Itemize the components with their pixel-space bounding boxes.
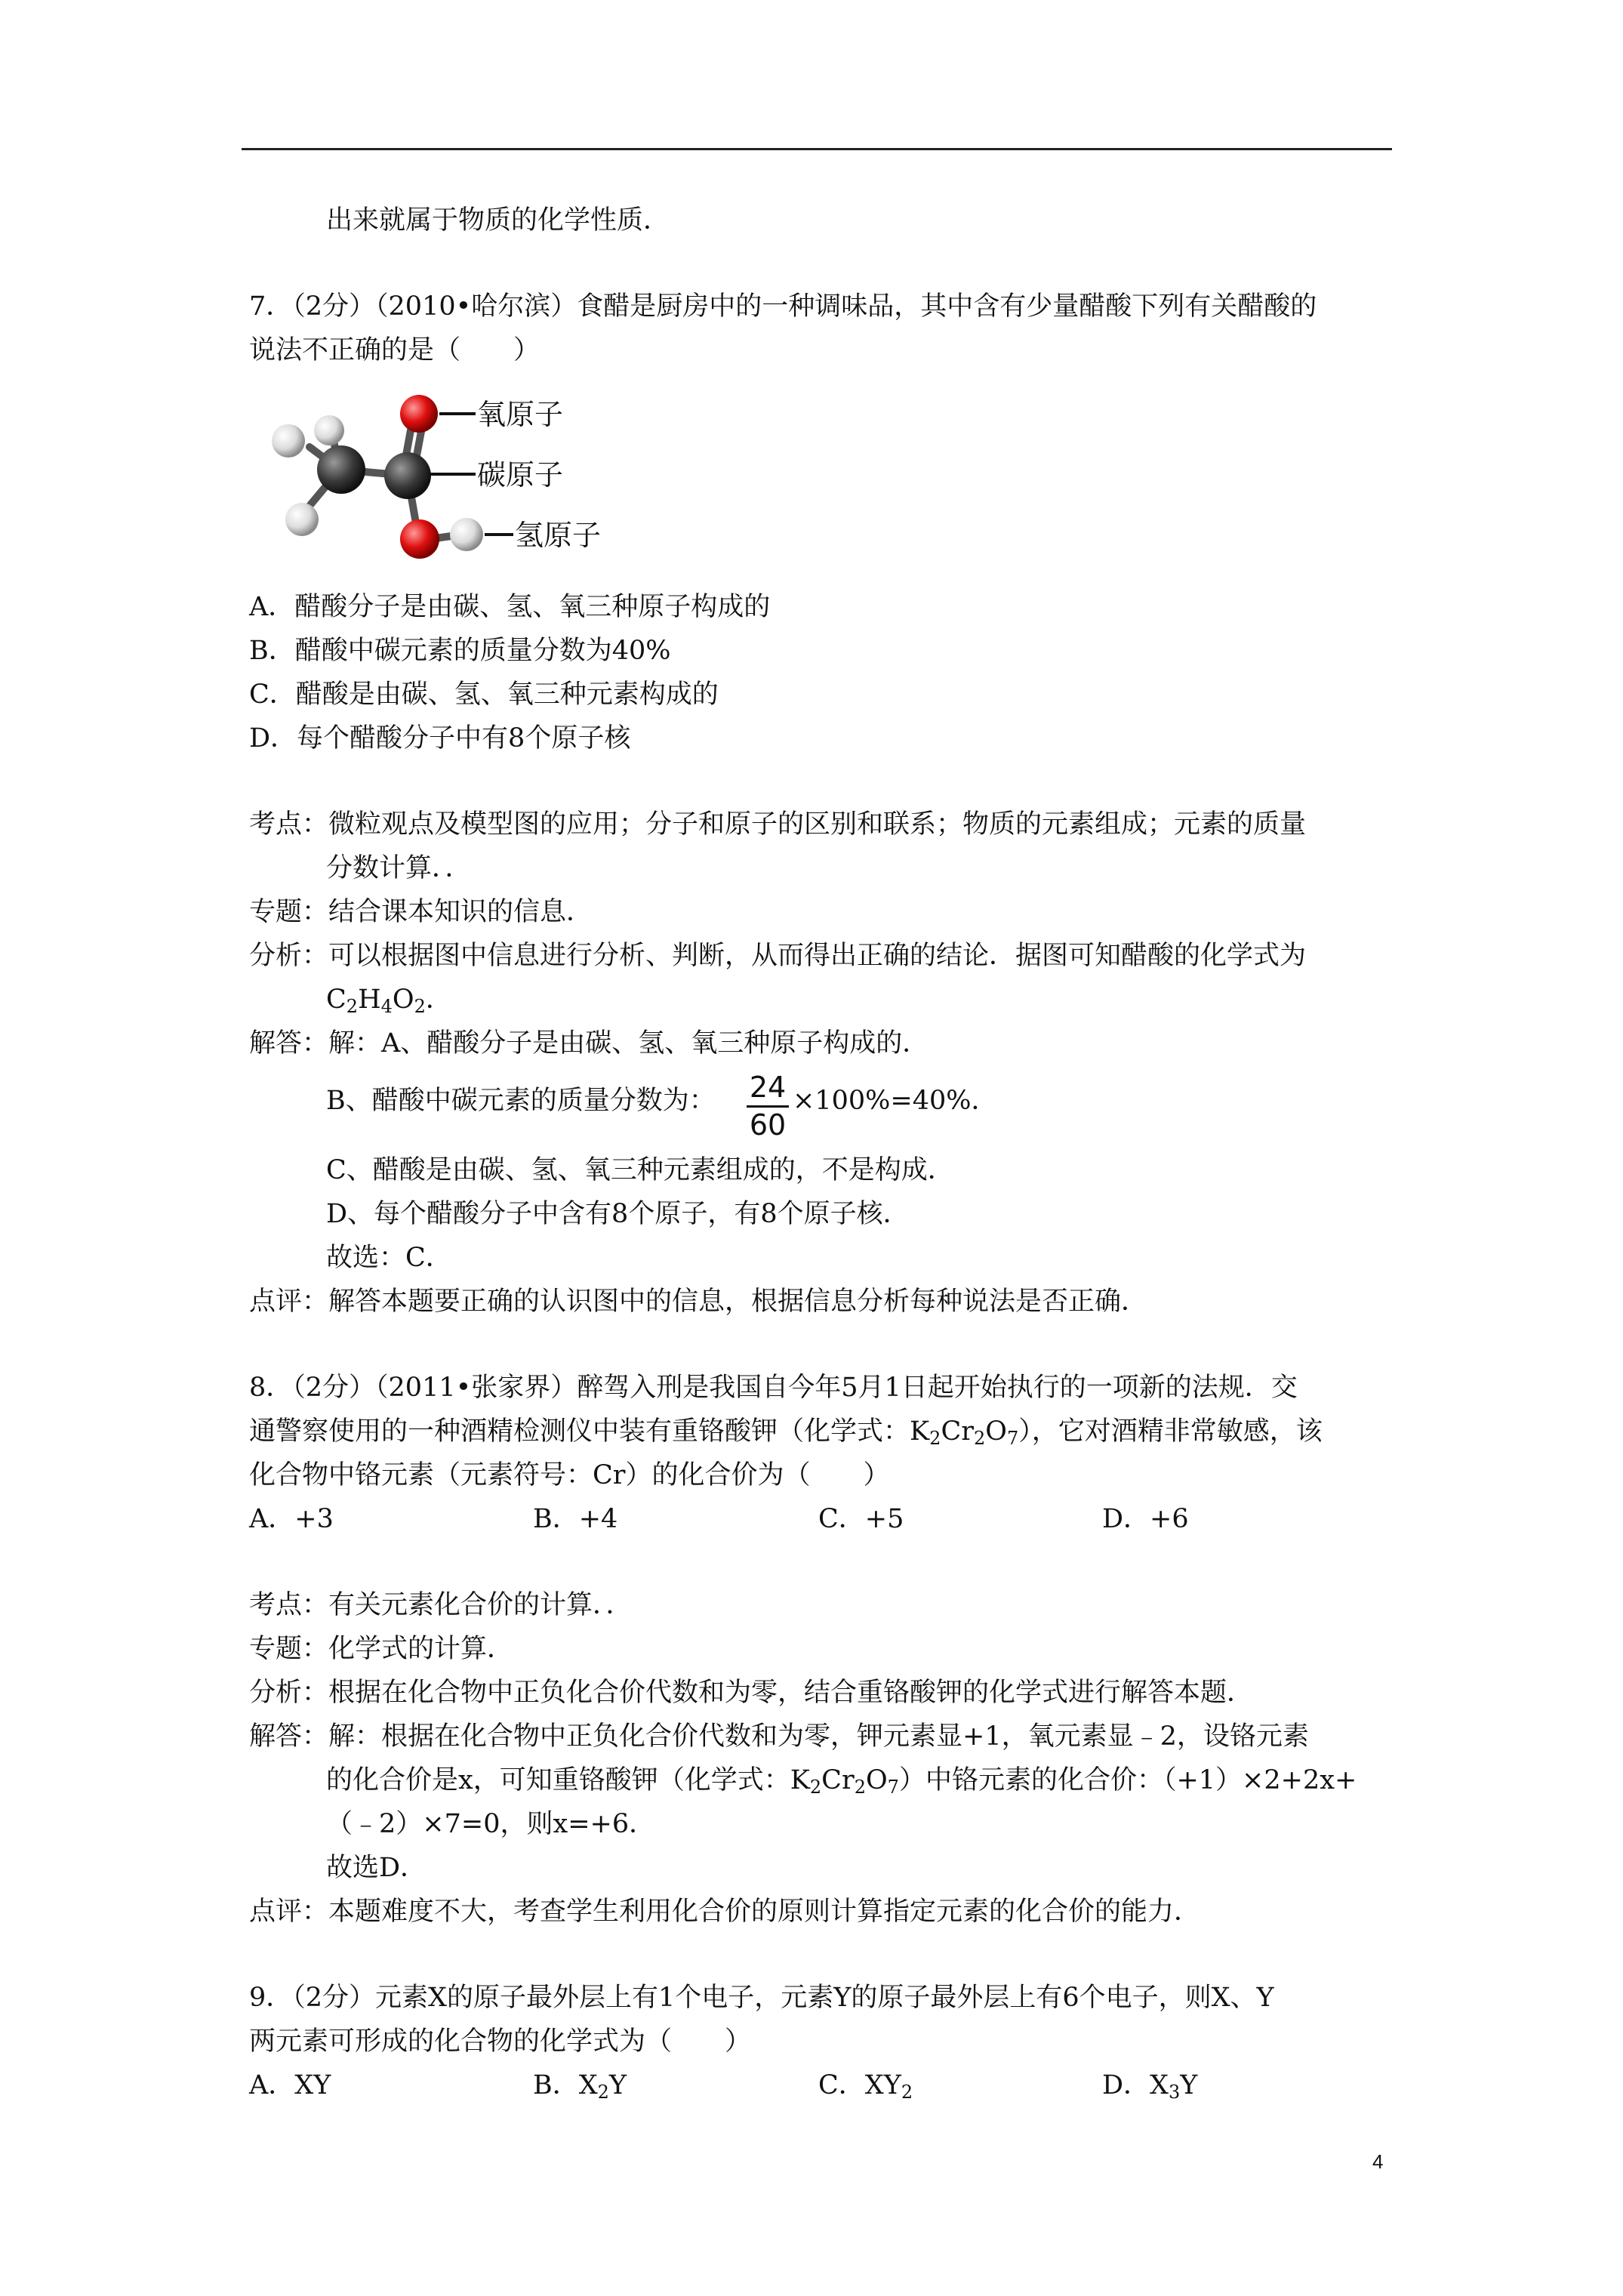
q8-option-d: D．+6 bbox=[1102, 1504, 1189, 1534]
q7-kaodian-line1: 考点：微粒观点及模型图的应用；分子和原子的区别和联系；物质的元素组成；元素的质量 bbox=[249, 809, 1307, 840]
hydrogen-atom-4 bbox=[450, 518, 483, 551]
q8-jieda-line4: 故选D． bbox=[326, 1853, 427, 1883]
q8-jieda-line2: 的化合价是x，可知重铬酸钾（化学式：$K_2Cr_2O_7$）中铬元素的化合价：（+1）×2+2x+ bbox=[326, 1765, 1357, 1798]
q7-jieda-line5: 故选：C． bbox=[326, 1243, 452, 1273]
q9-option-d: D．$X_3Y$ bbox=[1102, 2070, 1198, 2103]
q7-jieda-line2-pre: B、醋酸中碳元素的质量分数为： bbox=[326, 1086, 716, 1116]
q8-option-c: C．+5 bbox=[818, 1504, 904, 1534]
q7-fenxi-formula: $C_2H_4O_2$． bbox=[326, 985, 452, 1017]
continued-text: 出来就属于物质的化学性质． bbox=[326, 205, 670, 236]
q8-option-a: A．+3 bbox=[249, 1504, 334, 1534]
q9-stem-line2: 两元素可形成的化合物的化学式为（ ） bbox=[249, 2026, 752, 2057]
q7-jieda-line4: D、每个醋酸分子中含有8个原子，有8个原子核． bbox=[326, 1199, 910, 1229]
q7-stem-line1: 7．（2分）（2010•哈尔滨）食醋是厨房中的一种调味品，其中含有少量醋酸下列有关醋酸的 bbox=[249, 291, 1317, 322]
q8-dianping: 点评：本题难度不大，考查学生利用化合价的原则计算指定元素的化合价的能力． bbox=[249, 1897, 1201, 1927]
q7-dianping: 点评：解答本题要正确的认识图中的信息，根据信息分析每种说法是否正确． bbox=[249, 1287, 1148, 1317]
q7-option-d: D．每个醋酸分子中有8个原子核 bbox=[249, 723, 631, 754]
fraction-denominator: 60 bbox=[749, 1108, 787, 1142]
q8-zhuanti: 专题：化学式的计算． bbox=[249, 1634, 514, 1664]
oxygen-atom-2 bbox=[400, 519, 439, 559]
q8-fenxi: 分析：根据在化合物中正负化合价代数和为零，结合重铬酸钾的化学式进行解答本题． bbox=[249, 1678, 1254, 1708]
carbon-atom-1 bbox=[317, 445, 365, 494]
q7-fenxi-line1: 分析：可以根据图中信息进行分析、判断，从而得出正确的结论．据图可知醋酸的化学式为 bbox=[249, 941, 1307, 971]
hydrogen-atom-1 bbox=[272, 424, 305, 458]
q8-option-b: B．+4 bbox=[533, 1504, 618, 1534]
q7-jieda-line2-post: ×100%=40%． bbox=[793, 1086, 998, 1116]
q7-jieda-line1: 解答：解：A、醋酸分子是由碳、氢、氧三种原子构成的． bbox=[249, 1028, 929, 1059]
fraction-bar bbox=[747, 1105, 789, 1108]
q7-zhuanti: 专题：结合课本知识的信息． bbox=[249, 897, 593, 927]
q8-kaodian: 考点：有关元素化合价的计算．． bbox=[249, 1590, 633, 1620]
q8-stem-line1: 8．（2分）（2011•张家界）醉驾入刑是我国自今年5月1日起开始执行的一项新的法规．交 bbox=[249, 1373, 1298, 1403]
q7-kaodian-line2: 分数计算．． bbox=[326, 853, 472, 883]
q8-jieda-line1: 解答：解：根据在化合物中正负化合价代数和为零，钾元素显+1，氧元素显﹣2，设铬元素 bbox=[249, 1721, 1309, 1752]
oxygen-atom-1 bbox=[400, 395, 438, 433]
label-carbon-atom: 碳原子 bbox=[477, 458, 564, 492]
hydrogen-atom-3 bbox=[285, 503, 319, 536]
fraction-numerator: 24 bbox=[749, 1071, 787, 1104]
q7-jieda-line3: C、醋酸是由碳、氢、氧三种元素组成的，不是构成． bbox=[326, 1155, 954, 1185]
q7-option-c: C．醋酸是由碳、氢、氧三种元素构成的 bbox=[249, 680, 719, 710]
label-oxygen-atom: 氧原子 bbox=[477, 398, 564, 431]
q9-option-a: A．XY bbox=[249, 2070, 331, 2100]
header-rule bbox=[242, 148, 1392, 150]
q9-stem-line1: 9．（2分）元素X的原子最外层上有1个电子，元素Y的原子最外层上有6个电子，则X、Y bbox=[249, 1983, 1274, 2013]
q8-jieda-line3: （﹣2）×7=0，则x=+6． bbox=[326, 1809, 656, 1839]
q7-option-a: A．醋酸分子是由碳、氢、氧三种原子构成的 bbox=[249, 592, 771, 622]
acetic-acid-molecule-model bbox=[249, 387, 642, 565]
hydrogen-atom-2 bbox=[314, 415, 344, 445]
label-hydrogen-atom: 氢原子 bbox=[515, 519, 602, 552]
q8-stem-line2: 通警察使用的一种酒精检测仪中装有重铬酸钾（化学式：$K_2Cr_2O_7$），它对酒精非常敏感，该 bbox=[249, 1416, 1323, 1449]
q7-stem-line2: 说法不正确的是（ ） bbox=[249, 335, 540, 365]
page-number: 4 bbox=[1372, 2150, 1384, 2173]
q7-option-b: B．醋酸中碳元素的质量分数为40% bbox=[249, 636, 671, 666]
q9-option-c: C．$XY_2$ bbox=[818, 2070, 913, 2103]
q8-stem-line3: 化合物中铬元素（元素符号：Cr）的化合价为（ ） bbox=[249, 1460, 890, 1490]
carbon-atom-2 bbox=[384, 452, 431, 499]
q9-option-b: B．$X_2Y$ bbox=[533, 2070, 627, 2103]
fraction-24-over-60 bbox=[745, 1071, 790, 1142]
